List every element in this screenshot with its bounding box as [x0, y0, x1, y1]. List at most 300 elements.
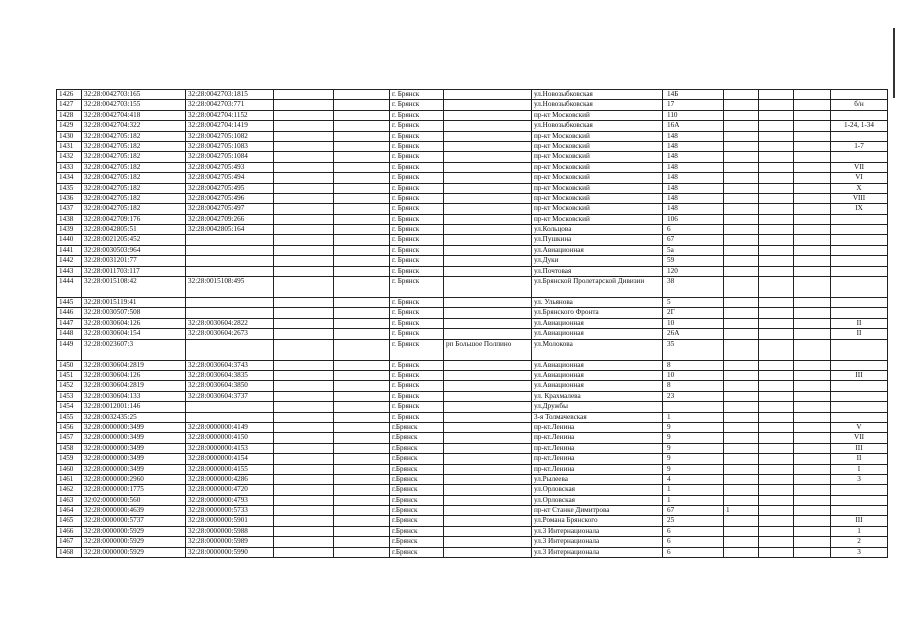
cell-col-12	[794, 298, 831, 308]
cell-house: 9	[663, 433, 724, 443]
cell-col-4	[274, 225, 334, 235]
cell-settlement	[444, 90, 532, 100]
cell-house: 148	[663, 131, 724, 141]
cell-house: 2Г	[663, 308, 724, 318]
cell-col-11	[759, 225, 794, 235]
cell-col-10	[724, 256, 759, 266]
cell-col-5	[334, 318, 390, 328]
cell-col-10	[724, 526, 759, 536]
cell-city: г.Брянск	[390, 537, 444, 547]
cell-street: ул.Романа Брянского	[532, 516, 663, 526]
cell-cadastral-building: 32:28:0000000:5989	[186, 537, 274, 547]
cell-house	[663, 402, 724, 412]
cell-col-4	[274, 193, 334, 203]
cell-col-4	[274, 360, 334, 370]
cell-settlement	[444, 516, 532, 526]
table-row	[57, 391, 888, 401]
cell-col-11	[759, 110, 794, 120]
cell-cadastral-parcel: 32:28:0000000:3499	[82, 433, 186, 443]
cell-col-4	[274, 277, 334, 298]
cell-col-12	[794, 443, 831, 453]
cell-col-10	[724, 131, 759, 141]
cell-settlement	[444, 121, 532, 131]
cell-apartment: VIII	[831, 193, 888, 203]
cell-apartment	[831, 152, 888, 162]
cell-city: г.Брянск	[390, 485, 444, 495]
cell-col-10	[724, 318, 759, 328]
cell-cadastral-building	[186, 412, 274, 422]
cell-col-12	[794, 474, 831, 484]
cell-apartment	[831, 360, 888, 370]
cell-settlement	[444, 474, 532, 484]
cell-house: 106	[663, 214, 724, 224]
table-row	[57, 235, 888, 245]
cell-col-12	[794, 537, 831, 547]
cell-row-number: 1428	[57, 110, 82, 120]
cell-cadastral-building: 32:28:0042709:266	[186, 214, 274, 224]
cell-city: г.Брянск	[390, 547, 444, 557]
cell-cadastral-parcel: 32:28:0000000:5929	[82, 537, 186, 547]
cell-col-5	[334, 495, 390, 505]
cell-house: 110	[663, 110, 724, 120]
cell-house: 23	[663, 391, 724, 401]
cell-apartment	[831, 495, 888, 505]
cell-city: г.Брянск	[390, 526, 444, 536]
cell-street: ул.Пушкина	[532, 235, 663, 245]
cell-col-12	[794, 485, 831, 495]
cell-cadastral-building	[186, 235, 274, 245]
cell-apartment	[831, 110, 888, 120]
cell-settlement	[444, 193, 532, 203]
cell-house: 59	[663, 256, 724, 266]
cell-cadastral-building: 32:28:0000000:4153	[186, 443, 274, 453]
cell-col-10	[724, 474, 759, 484]
table-row	[57, 90, 888, 100]
cell-col-12	[794, 495, 831, 505]
cell-col-5	[334, 329, 390, 339]
cell-col-10	[724, 422, 759, 432]
cell-col-12	[794, 526, 831, 536]
cell-apartment: I	[831, 464, 888, 474]
cell-cadastral-parcel: 32:28:0042705:182	[82, 173, 186, 183]
cell-col-11	[759, 162, 794, 172]
cell-col-5	[334, 277, 390, 298]
cell-settlement: рп Большое Полпино	[444, 339, 532, 360]
cell-col-12	[794, 256, 831, 266]
cell-street: ул.Кольцова	[532, 225, 663, 235]
cell-city: г.Брянск	[390, 454, 444, 464]
cell-house: 6	[663, 526, 724, 536]
cell-cadastral-parcel: 32:28:0023607:3	[82, 339, 186, 360]
cell-col-5	[334, 443, 390, 453]
cell-col-12	[794, 131, 831, 141]
cell-col-11	[759, 526, 794, 536]
cell-col-12	[794, 370, 831, 380]
cell-city: г. Брянск	[390, 152, 444, 162]
cell-street: пр-кт Московский	[532, 110, 663, 120]
cell-col-12	[794, 547, 831, 557]
cell-city: г. Брянск	[390, 308, 444, 318]
cell-apartment	[831, 90, 888, 100]
cell-col-12	[794, 110, 831, 120]
cell-city: г. Брянск	[390, 131, 444, 141]
cell-col-4	[274, 526, 334, 536]
cell-settlement	[444, 422, 532, 432]
cell-street: ул.Орловская	[532, 485, 663, 495]
cell-cadastral-building: 32:28:0042703:771	[186, 100, 274, 110]
cell-row-number: 1444	[57, 277, 82, 298]
table-row	[57, 506, 888, 516]
cell-cadastral-parcel: 32:28:0000000:3499	[82, 443, 186, 453]
cell-col-10	[724, 329, 759, 339]
cell-col-5	[334, 516, 390, 526]
cell-row-number: 1445	[57, 298, 82, 308]
cell-settlement	[444, 308, 532, 318]
cell-col-12	[794, 277, 831, 298]
cell-col-5	[334, 235, 390, 245]
cell-col-4	[274, 100, 334, 110]
cell-col-4	[274, 245, 334, 255]
property-table	[56, 89, 888, 558]
cell-col-10	[724, 152, 759, 162]
cell-col-12	[794, 173, 831, 183]
cell-cadastral-parcel: 32:28:0030604:126	[82, 370, 186, 380]
cell-col-10	[724, 162, 759, 172]
cell-col-5	[334, 121, 390, 131]
cell-street: ул.Новозыбковская	[532, 121, 663, 131]
cell-settlement	[444, 412, 532, 422]
cell-cadastral-building	[186, 308, 274, 318]
cell-cadastral-building: 32:28:0042705:497	[186, 204, 274, 214]
cell-col-12	[794, 329, 831, 339]
cell-cadastral-parcel: 32:28:0000000:3499	[82, 464, 186, 474]
cell-cadastral-parcel: 32:28:0000000:4639	[82, 506, 186, 516]
cell-cadastral-building: 32:28:0030604:2673	[186, 329, 274, 339]
cell-apartment	[831, 235, 888, 245]
cell-col-11	[759, 474, 794, 484]
cell-col-11	[759, 422, 794, 432]
cell-col-10	[724, 516, 759, 526]
cell-settlement	[444, 235, 532, 245]
cell-col-12	[794, 516, 831, 526]
cell-col-5	[334, 339, 390, 360]
cell-city: г. Брянск	[390, 110, 444, 120]
cell-city: г. Брянск	[390, 329, 444, 339]
cell-cadastral-building: 32:28:0042705:495	[186, 183, 274, 193]
cell-city: г.Брянск	[390, 474, 444, 484]
cell-apartment: V	[831, 422, 888, 432]
cell-street: ул.Дружбы	[532, 402, 663, 412]
cell-col-10	[724, 235, 759, 245]
cell-apartment: II	[831, 454, 888, 464]
cell-street: ул.3 Интернационала	[532, 547, 663, 557]
cell-apartment	[831, 298, 888, 308]
cell-house: 6	[663, 537, 724, 547]
cell-street: ул.Новозыбковская	[532, 90, 663, 100]
cell-row-number: 1433	[57, 162, 82, 172]
cell-cadastral-building: 32:28:0042704:1152	[186, 110, 274, 120]
cell-settlement	[444, 256, 532, 266]
cell-col-4	[274, 495, 334, 505]
cell-row-number: 1466	[57, 526, 82, 536]
cell-row-number: 1449	[57, 339, 82, 360]
cell-col-5	[334, 308, 390, 318]
cell-col-10	[724, 308, 759, 318]
cell-col-10	[724, 225, 759, 235]
cell-apartment	[831, 131, 888, 141]
cell-col-4	[274, 308, 334, 318]
cell-house: 25	[663, 516, 724, 526]
cell-col-11	[759, 506, 794, 516]
cell-street: ул.Авиационная	[532, 329, 663, 339]
cell-cadastral-parcel: 32:28:0042705:182	[82, 131, 186, 141]
cell-col-5	[334, 214, 390, 224]
cell-col-5	[334, 464, 390, 474]
cell-col-5	[334, 474, 390, 484]
table-row	[57, 381, 888, 391]
cell-row-number: 1468	[57, 547, 82, 557]
cell-col-10	[724, 412, 759, 422]
cell-cadastral-building	[186, 402, 274, 412]
cell-col-5	[334, 183, 390, 193]
cell-col-5	[334, 506, 390, 516]
cell-col-12	[794, 266, 831, 276]
cell-col-10	[724, 537, 759, 547]
cell-row-number: 1458	[57, 443, 82, 453]
cell-house: 6	[663, 547, 724, 557]
table-row	[57, 329, 888, 339]
cell-cadastral-building: 32:28:0000000:5733	[186, 506, 274, 516]
cell-apartment: III	[831, 370, 888, 380]
cell-col-11	[759, 485, 794, 495]
cell-cadastral-parcel: 32:28:0021205:452	[82, 235, 186, 245]
cell-row-number: 1437	[57, 204, 82, 214]
table-row	[57, 204, 888, 214]
cell-col-4	[274, 318, 334, 328]
table-row	[57, 495, 888, 505]
cell-city: г.Брянск	[390, 516, 444, 526]
cell-cadastral-parcel: 32:28:0042705:182	[82, 162, 186, 172]
cell-settlement	[444, 141, 532, 151]
cell-col-12	[794, 433, 831, 443]
cell-col-11	[759, 370, 794, 380]
cell-house: 38	[663, 277, 724, 298]
cell-cadastral-building: 32:28:0042705:493	[186, 162, 274, 172]
cell-col-12	[794, 141, 831, 151]
cell-col-11	[759, 537, 794, 547]
cell-col-11	[759, 141, 794, 151]
cell-street: ул.Авиационная	[532, 360, 663, 370]
table-row	[57, 454, 888, 464]
cell-street: пр-кт Московский	[532, 183, 663, 193]
cell-col-11	[759, 183, 794, 193]
cell-house: 9	[663, 464, 724, 474]
cell-cadastral-parcel: 32:28:0042805:51	[82, 225, 186, 235]
cell-col-10	[724, 464, 759, 474]
cell-cadastral-building: 32:28:0042705:1084	[186, 152, 274, 162]
cell-apartment	[831, 485, 888, 495]
cell-col-4	[274, 90, 334, 100]
cell-house: 148	[663, 173, 724, 183]
cell-cadastral-parcel: 32:28:0012001:146	[82, 402, 186, 412]
cell-row-number: 1452	[57, 381, 82, 391]
cell-cadastral-building: 32:28:0030604:2822	[186, 318, 274, 328]
cell-col-11	[759, 495, 794, 505]
cell-row-number: 1438	[57, 214, 82, 224]
cell-cadastral-parcel: 32:28:0042709:176	[82, 214, 186, 224]
cell-cadastral-building: 32:28:0000000:4286	[186, 474, 274, 484]
table-row	[57, 298, 888, 308]
cell-settlement	[444, 506, 532, 516]
cell-apartment: 1-7	[831, 141, 888, 151]
cell-cadastral-building: 32:28:0000000:4149	[186, 422, 274, 432]
cell-settlement	[444, 110, 532, 120]
cell-col-11	[759, 402, 794, 412]
cell-apartment: X	[831, 183, 888, 193]
cell-cadastral-parcel: 32:28:0000000:3499	[82, 454, 186, 464]
cell-street: 3-я Толмачевская	[532, 412, 663, 422]
cell-street: пр-кт Московский	[532, 214, 663, 224]
cell-col-11	[759, 256, 794, 266]
cell-col-5	[334, 152, 390, 162]
cell-cadastral-building: 32:28:0030604:3835	[186, 370, 274, 380]
cell-house: 67	[663, 235, 724, 245]
cell-col-5	[334, 90, 390, 100]
cell-col-4	[274, 339, 334, 360]
cell-cadastral-parcel: 32:28:0000000:2960	[82, 474, 186, 484]
cell-col-10	[724, 245, 759, 255]
cell-cadastral-building	[186, 245, 274, 255]
cell-col-12	[794, 90, 831, 100]
table-body	[57, 90, 888, 558]
cell-col-4	[274, 547, 334, 557]
cell-street: пр-кт Московский	[532, 162, 663, 172]
cell-house: 14Б	[663, 90, 724, 100]
cell-col-5	[334, 547, 390, 557]
cell-street: ул.Молокова	[532, 339, 663, 360]
cell-street: пр-кт.Ленина	[532, 443, 663, 453]
cell-city: г. Брянск	[390, 339, 444, 360]
cell-street: ул.Дуки	[532, 256, 663, 266]
cell-col-11	[759, 277, 794, 298]
cell-street: ул.Орловская	[532, 495, 663, 505]
table-row	[57, 131, 888, 141]
table-row	[57, 173, 888, 183]
cell-city: г. Брянск	[390, 173, 444, 183]
cell-settlement	[444, 360, 532, 370]
cell-col-5	[334, 391, 390, 401]
cell-col-11	[759, 308, 794, 318]
cell-city: г. Брянск	[390, 121, 444, 131]
cell-house: 120	[663, 266, 724, 276]
cell-settlement	[444, 277, 532, 298]
cell-col-10	[724, 110, 759, 120]
table-row	[57, 162, 888, 172]
cell-col-4	[274, 516, 334, 526]
cell-settlement	[444, 329, 532, 339]
cell-street: ул.Авиационная	[532, 245, 663, 255]
cell-apartment: VII	[831, 433, 888, 443]
table-row	[57, 339, 888, 360]
cell-street: ул.3 Интернационала	[532, 526, 663, 536]
cell-col-5	[334, 225, 390, 235]
cell-col-5	[334, 100, 390, 110]
cell-col-10	[724, 370, 759, 380]
cell-street: ул.Авиационная	[532, 370, 663, 380]
cell-street: пр-кт Московский	[532, 131, 663, 141]
cell-col-11	[759, 464, 794, 474]
cell-cadastral-building: 32:28:0042705:1082	[186, 131, 274, 141]
cell-row-number: 1448	[57, 329, 82, 339]
cell-col-11	[759, 90, 794, 100]
cell-city: г.Брянск	[390, 495, 444, 505]
cell-city: г. Брянск	[390, 370, 444, 380]
cell-col-5	[334, 110, 390, 120]
cell-house: 26А	[663, 329, 724, 339]
cell-col-12	[794, 183, 831, 193]
cell-apartment	[831, 381, 888, 391]
cell-apartment	[831, 402, 888, 412]
cell-col-10	[724, 485, 759, 495]
cell-col-5	[334, 193, 390, 203]
table-row	[57, 516, 888, 526]
cell-city: г. Брянск	[390, 235, 444, 245]
cell-col-5	[334, 245, 390, 255]
cell-col-11	[759, 360, 794, 370]
cell-apartment: IX	[831, 204, 888, 214]
cell-apartment	[831, 277, 888, 298]
cell-street: пр-кт Московский	[532, 193, 663, 203]
cell-house: 35	[663, 339, 724, 360]
cell-settlement	[444, 537, 532, 547]
cell-cadastral-building: 32:28:0030604:3850	[186, 381, 274, 391]
cell-col-4	[274, 537, 334, 547]
table-row	[57, 370, 888, 380]
cell-settlement	[444, 245, 532, 255]
cell-row-number: 1426	[57, 90, 82, 100]
cell-col-11	[759, 318, 794, 328]
cell-col-5	[334, 173, 390, 183]
cell-col-10	[724, 277, 759, 298]
cell-house: 17	[663, 100, 724, 110]
cell-city: г. Брянск	[390, 402, 444, 412]
cell-row-number: 1431	[57, 141, 82, 151]
cell-cadastral-building: 32:28:0000000:4793	[186, 495, 274, 505]
cell-street: пр-кт.Ленина	[532, 454, 663, 464]
cell-col-4	[274, 173, 334, 183]
cell-apartment: II	[831, 329, 888, 339]
cell-col-5	[334, 485, 390, 495]
cell-row-number: 1429	[57, 121, 82, 131]
cell-col-10	[724, 298, 759, 308]
cell-cadastral-building	[186, 298, 274, 308]
cell-row-number: 1427	[57, 100, 82, 110]
cell-street: пр-кт Станке Димитрова	[532, 506, 663, 516]
cell-col-5	[334, 131, 390, 141]
cell-house: 148	[663, 141, 724, 151]
cell-house: 148	[663, 183, 724, 193]
cell-col-12	[794, 193, 831, 203]
table-row	[57, 547, 888, 557]
table-row	[57, 193, 888, 203]
table-row	[57, 443, 888, 453]
cell-cadastral-parcel: 32:28:0042704:322	[82, 121, 186, 131]
cell-cadastral-building: 32:28:0042705:496	[186, 193, 274, 203]
cell-cadastral-parcel: 32:28:0031201:77	[82, 256, 186, 266]
cell-house: 148	[663, 162, 724, 172]
table-row	[57, 308, 888, 318]
cell-settlement	[444, 391, 532, 401]
